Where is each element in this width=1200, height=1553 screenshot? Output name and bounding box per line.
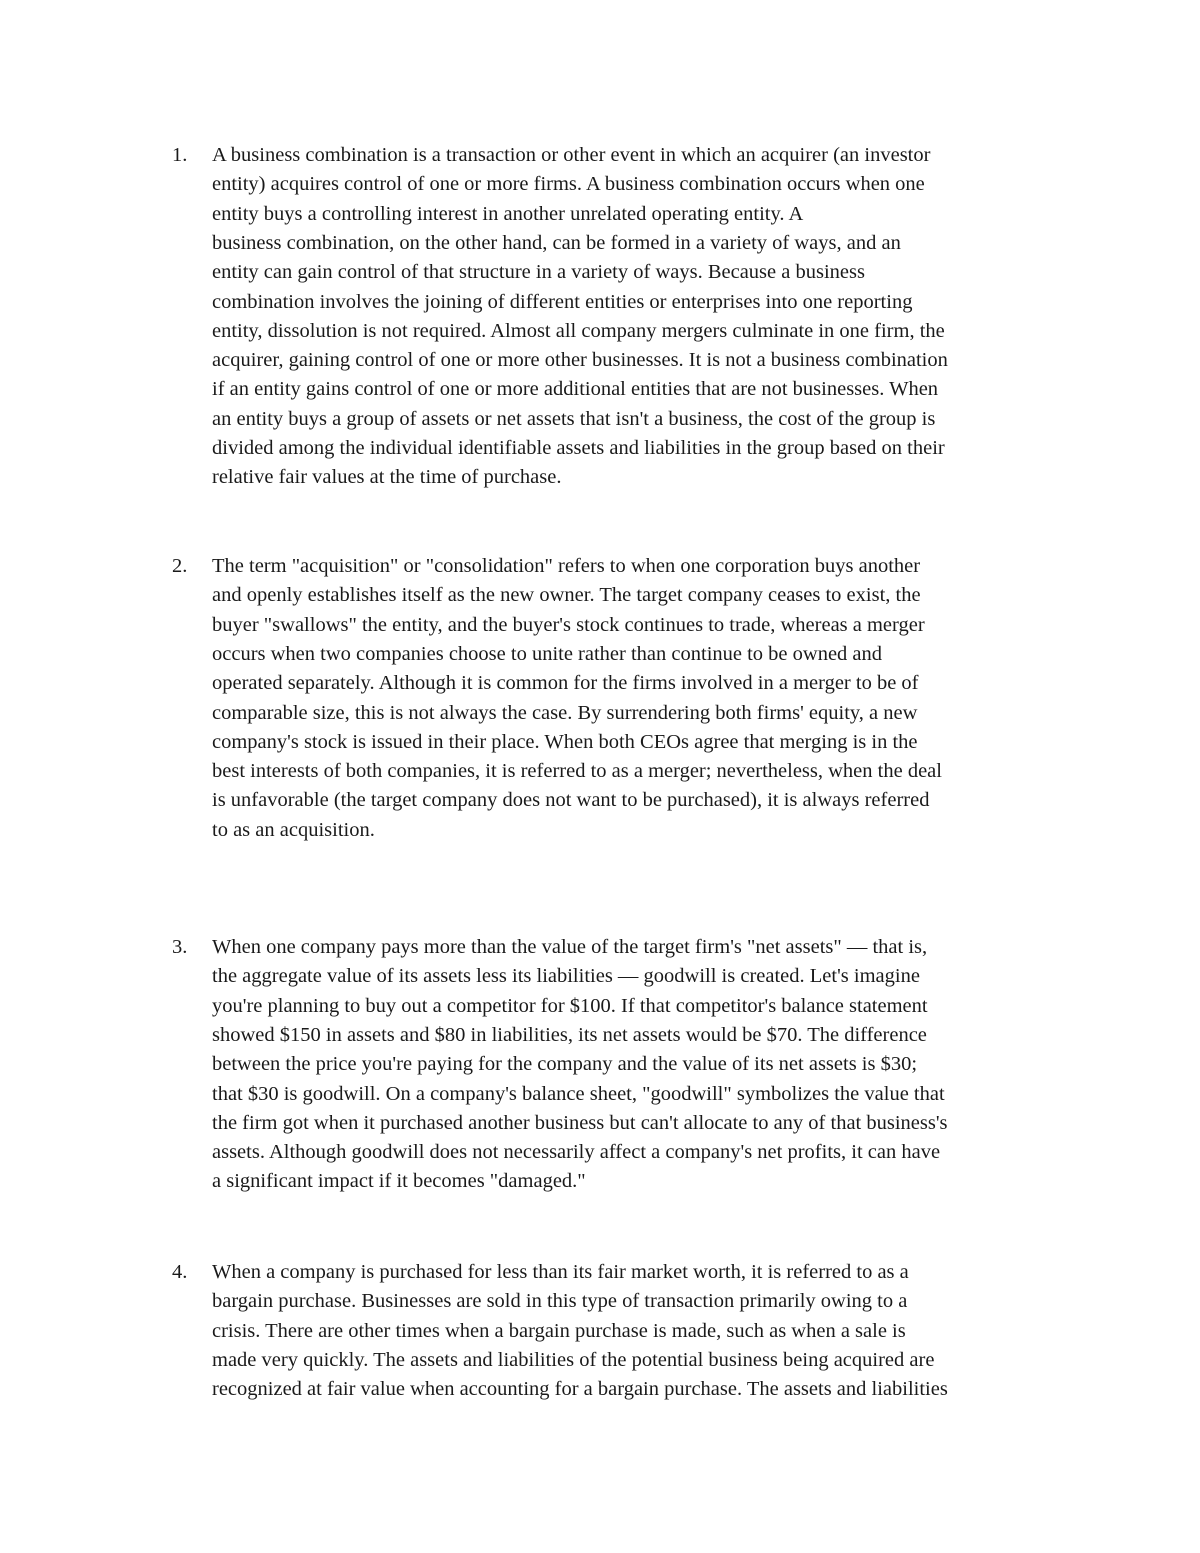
paragraph-line: buyer "swallows" the entity, and the buyer's stock continues to trade, whereas a merger (212, 613, 925, 636)
paragraph-line: a significant impact if it becomes "damaged." (212, 1170, 586, 1193)
paragraph-line: relative fair values at the time of purchase. (212, 466, 562, 489)
list-item-number: 2. (172, 555, 188, 577)
paragraph-line: The term "acquisition" or "consolidation" refers to when one corporation buys another (212, 555, 921, 577)
paragraph-line: an entity buys a group of assets or net assets that isn't a business, the cost of the group is (212, 407, 936, 430)
paragraph-line: combination involves the joining of different entities or enterprises into one reporting (212, 290, 913, 313)
paragraph-line: A business combination is a transaction or other event in which an acquirer (an investor (212, 144, 931, 166)
paragraph-line: entity can gain control of that structure in a variety of ways. Because a business (212, 261, 865, 284)
paragraph-line: When a company is purchased for less than its fair market worth, it is referred to as a (212, 1261, 909, 1283)
paragraph-line: company's stock is issued in their place. When both CEOs agree that merging is in the (212, 730, 918, 753)
paragraph-line: that $30 is goodwill. On a company's balance sheet, "goodwill" symbolizes the value that (212, 1082, 945, 1105)
list-item-number: 4. (172, 1261, 188, 1283)
paragraph-line: divided among the individual identifiable assets and liabilities in the group based on their (212, 437, 945, 459)
paragraph-line: and openly establishes itself as the new owner. The target company ceases to exist, the (212, 584, 921, 607)
paragraph-line: bargain purchase. Businesses are sold in this type of transaction primarily owing to a (212, 1290, 908, 1313)
paragraph-line: showed $150 in assets and $80 in liabilities, its net assets would be $70. The difference (212, 1023, 927, 1046)
paragraph-line: between the price you're paying for the company and the value of its net assets is $30; (212, 1053, 918, 1076)
paragraph-line: assets. Although goodwill does not necessarily affect a company's net profits, it can have (212, 1141, 941, 1164)
paragraph-line: entity, dissolution is not required. Almost all company mergers culminate in one firm, the (212, 319, 945, 342)
paragraph-line: operated separately. Although it is common for the firms involved in a merger to be of (212, 672, 919, 695)
paragraph-line: entity) acquires control of one or more firms. A business combination occurs when one (212, 173, 925, 196)
paragraph-line: the aggregate value of its assets less its liabilities — goodwill is created. Let's imagine (212, 965, 920, 988)
paragraph-line: business combination, on the other hand, can be formed in a variety of ways, and an (212, 231, 901, 254)
paragraph-line: When one company pays more than the value of the target firm's "net assets" — that is, (212, 936, 928, 958)
paragraph-line: occurs when two companies choose to unite rather than continue to be owned and (212, 642, 883, 665)
list-item-number: 1. (172, 144, 188, 166)
list-item-number: 3. (172, 936, 188, 958)
paragraph-line: to as an acquisition. (212, 818, 375, 841)
paragraph-line: comparable size, this is not always the case. By surrendering both firms' equity, a new (212, 701, 918, 724)
paragraph-line: if an entity gains control of one or more additional entities that are not businesses. When (212, 378, 939, 401)
paragraph-line: recognized at fair value when accounting for a bargain purchase. The assets and liabilities (212, 1378, 948, 1401)
paragraph-line: acquirer, gaining control of one or more other businesses. It is not a business combination (212, 349, 948, 372)
paragraph-line: the firm got when it purchased another business but can't allocate to any of that business's (212, 1111, 948, 1134)
paragraph-line: you're planning to buy out a competitor for $100. If that competitor's balance statement (212, 994, 928, 1017)
paragraph-line: is unfavorable (the target company does not want to be purchased), it is always referred (212, 789, 930, 812)
paragraph-line: made very quickly. The assets and liabilities of the potential business being acquired are (212, 1348, 935, 1371)
paragraph-line: entity buys a controlling interest in another unrelated operating entity. A (212, 202, 804, 225)
paragraph-line: best interests of both companies, it is referred to as a merger; nevertheless, when the deal (212, 760, 942, 783)
paragraph-line: crisis. There are other times when a bargain purchase is made, such as when a sale is (212, 1319, 906, 1342)
